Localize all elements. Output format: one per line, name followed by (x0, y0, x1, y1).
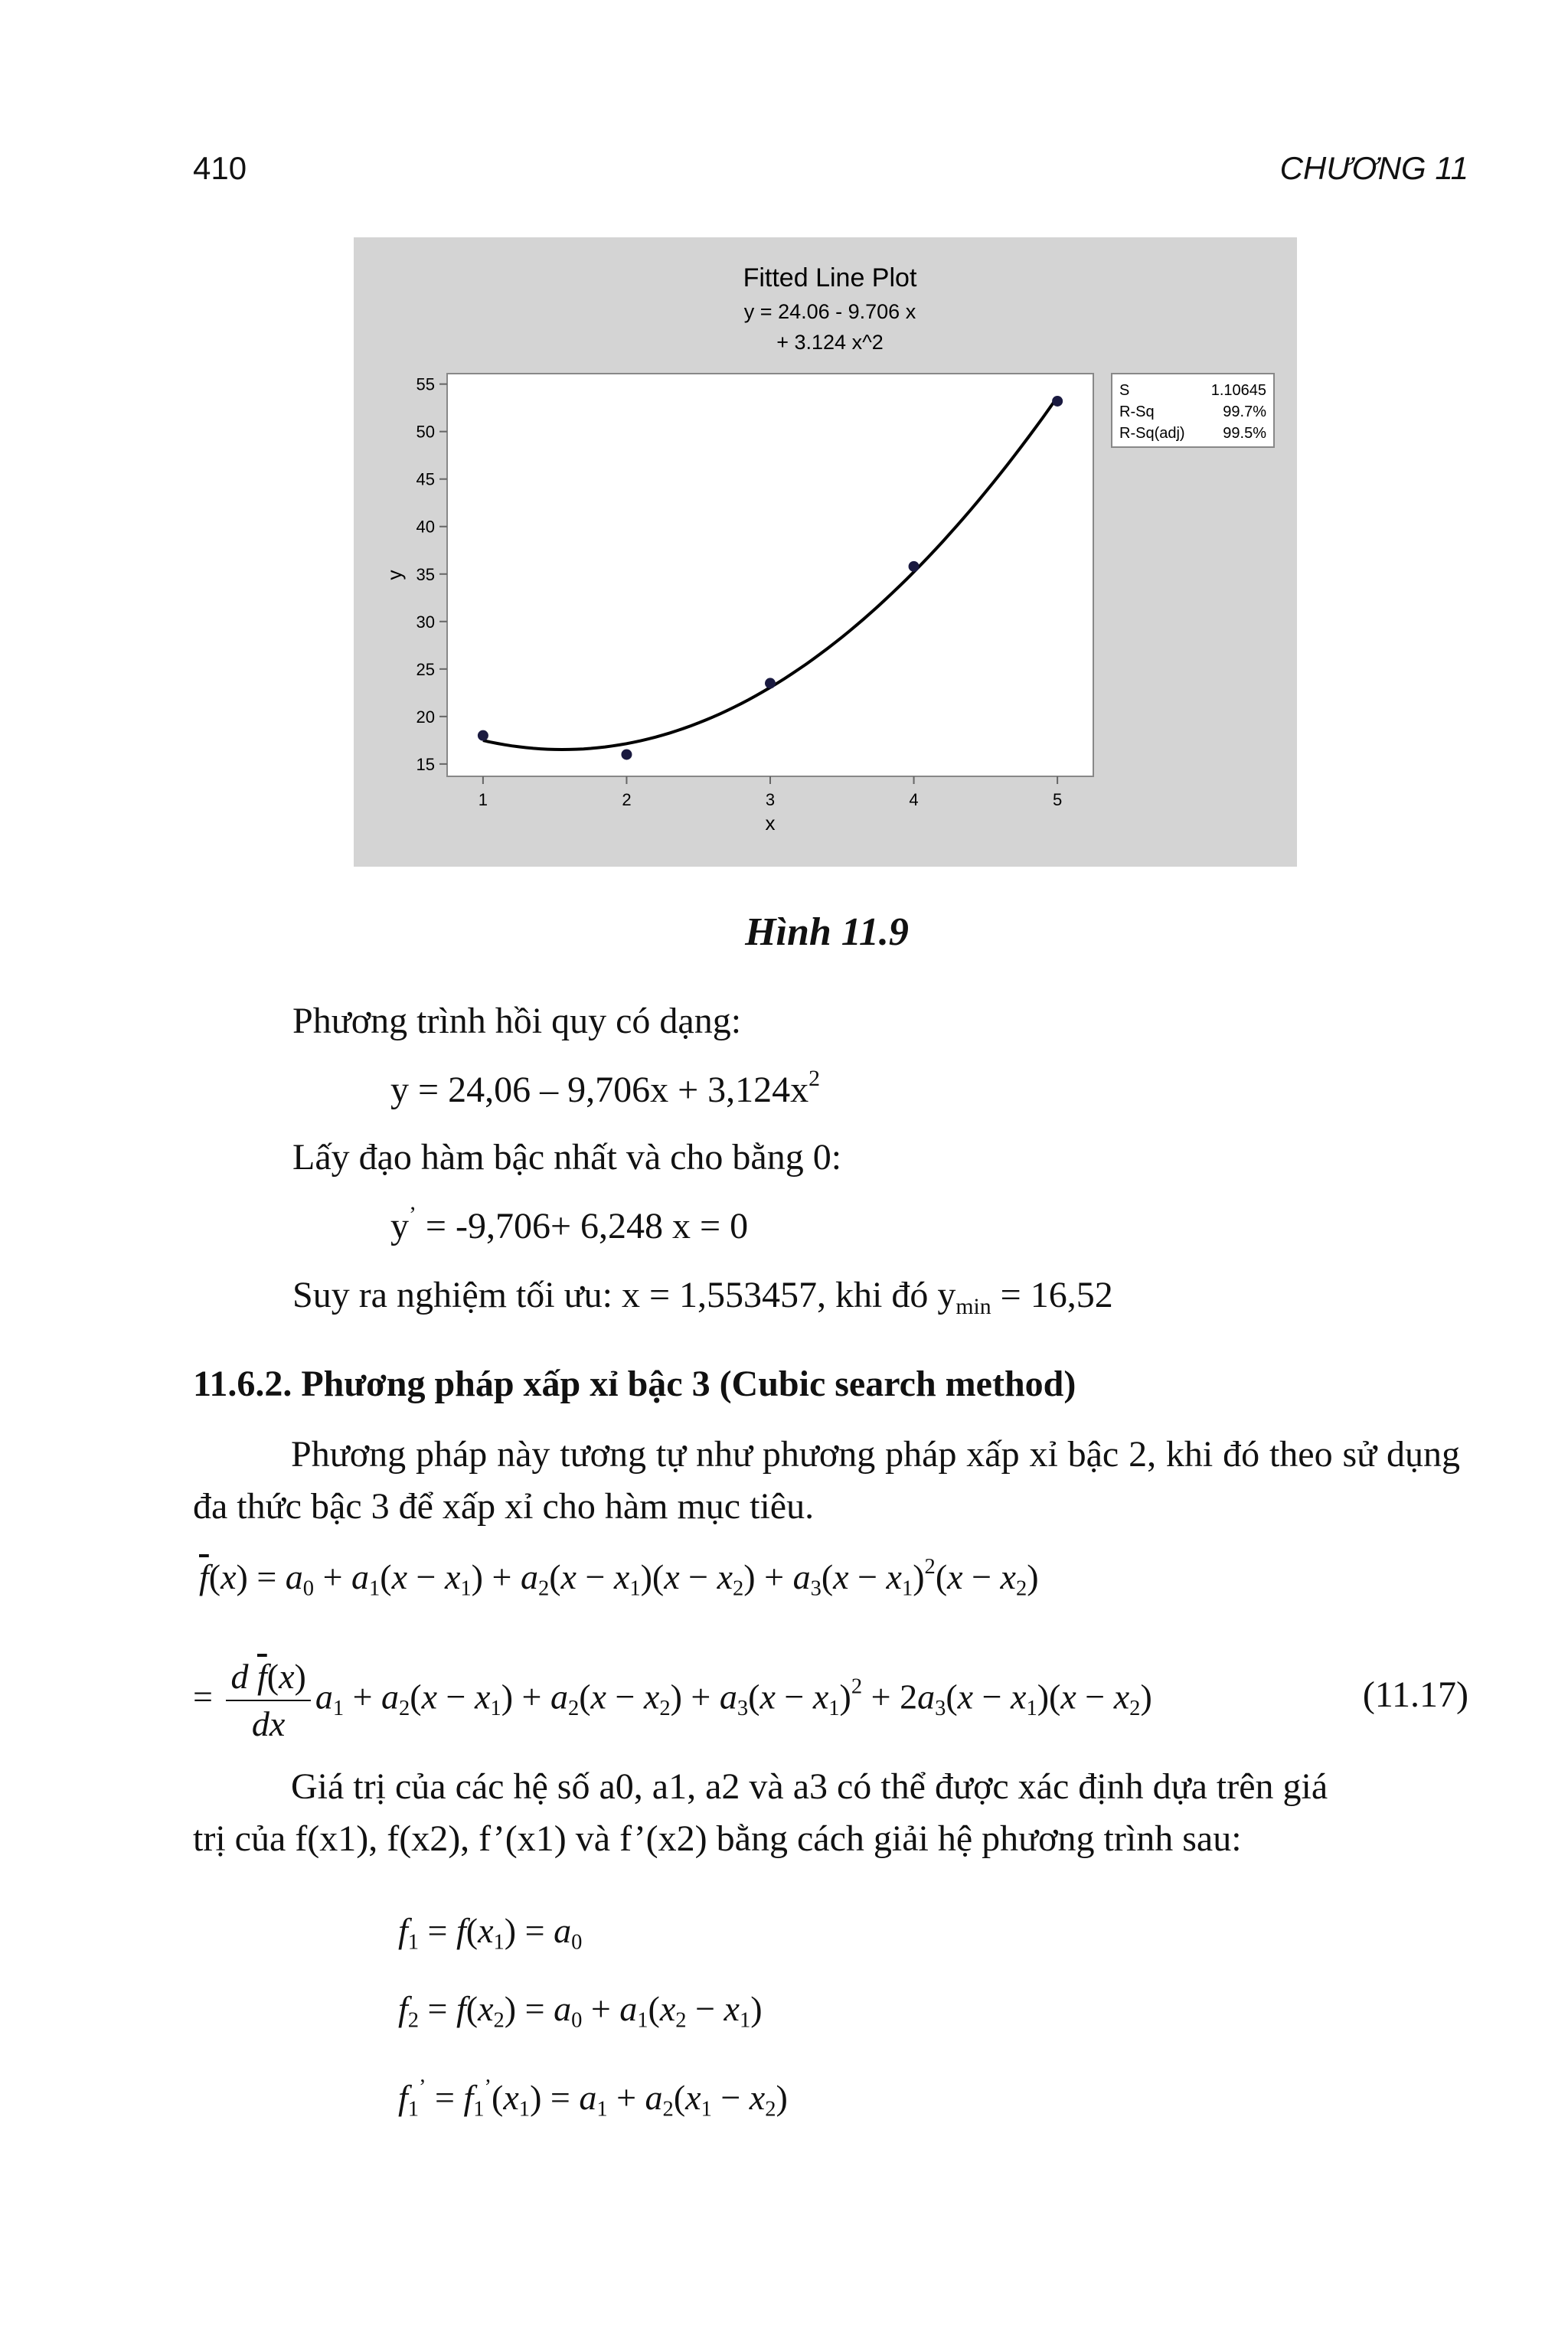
y-tick-label: 40 (416, 517, 435, 537)
section-heading: 11.6.2. Phương pháp xấp xỉ bậc 3 (Cubic search method) (193, 1364, 1076, 1404)
regression-equation-exponent: 2 (808, 1066, 821, 1092)
figure-caption: Hình 11.9 (745, 910, 909, 954)
y-tick-label: 50 (416, 422, 435, 442)
plot-title: Fitted Line Plot (743, 263, 917, 292)
stat-rsq-label: R-Sq (1119, 403, 1155, 420)
x-tick-label: 5 (1052, 790, 1063, 809)
derivative-y: y (390, 1206, 409, 1246)
fit-equation-line2: + 3.124 x^2 (776, 331, 884, 354)
equation-cubic-poly: $\overline{f}(x) = a_0 + a_1(x - x_1) + a_2(x - x_1)(x - x_2) + a_3(x - x_1)^2(x - x_2)$ (199, 1555, 1039, 1601)
plot-area (447, 374, 1093, 776)
chapter-header: CHƯƠNG 11 (1279, 150, 1468, 186)
y-tick-label: 30 (416, 612, 435, 632)
data-point (1052, 396, 1063, 407)
y-tick-label: 45 (416, 469, 435, 489)
data-point (478, 730, 488, 741)
paragraph-coefficients-line1: Giá trị của các hệ số a0, a1, a2 và a3 có thể được xác định dựa trên giá (291, 1766, 1328, 1807)
paragraph-regression-form: Phương trình hồi quy có dạng: (292, 1001, 742, 1041)
stat-s-value: 1.10645 (1210, 382, 1266, 399)
paragraph-cubic-method: Phương pháp này tương tự như phương pháp xấp xỉ bậc 2, khi đó theo sử dụng đa thức bậc 3 để xấp xỉ cho hàm mục tiêu. (193, 1434, 1460, 1527)
y-tick-label: 20 (416, 707, 435, 727)
stats-box (1112, 374, 1274, 447)
optimum-text: Suy ra nghiệm tối ưu: x = 1,553457, khi đó y (292, 1275, 956, 1315)
data-point (621, 749, 632, 760)
equation-f1-prime: $f_1^’ = f_1^’(x_1) = a_1 + a_2(x_1 - x_2)$ (398, 2076, 788, 2122)
y-tick-label: 15 (416, 754, 435, 774)
x-tick-label: 1 (478, 790, 488, 809)
paragraph-derivative: Lấy đạo hàm bậc nhất và cho bằng 0: (292, 1137, 842, 1178)
y-tick-label: 35 (416, 564, 435, 584)
page-number: 410 (193, 150, 247, 186)
optimum-subscript: min (956, 1293, 991, 1319)
x-tick-label: 4 (909, 790, 919, 809)
paragraph-coefficients-line2: trị của f(x1), f(x2), f’(x1) và f’(x2) bằng cách giải hệ phương trình sau: (193, 1818, 1242, 1859)
derivative-prime: ’ (409, 1202, 416, 1228)
equation-number: (11.17) (1362, 1674, 1468, 1715)
fitted-line-plot-figure (354, 237, 1297, 867)
fitted-line-plot (354, 237, 1297, 867)
stat-rsqadj-label: R-Sq(adj) (1119, 425, 1185, 442)
y-tick-label: 55 (416, 374, 435, 394)
equation-f2: $f_2 = f(x_2) = a_0 + a_1(x_2 - x_1)$ (398, 1989, 763, 2033)
x-axis-label: x (765, 812, 776, 835)
stat-rsqadj-value: 99.5% (1223, 425, 1266, 442)
x-tick-label: 3 (765, 790, 776, 809)
equation-f1: $f_1 = f(x_1) = a_0$ (398, 1911, 583, 1955)
y-axis-label: y (383, 570, 406, 580)
x-tick-label: 2 (622, 790, 632, 809)
data-point (765, 678, 776, 688)
optimum-value: = 16,52 (991, 1275, 1113, 1315)
stat-s-label: S (1119, 382, 1130, 399)
derivative-equation (390, 1200, 748, 1253)
data-point (909, 561, 920, 572)
derivative-rest: = -9,706+ 6,248 x = 0 (416, 1206, 749, 1246)
regression-equation (390, 1064, 820, 1116)
fit-equation-line1: y = 24.06 - 9.706 x (743, 300, 916, 323)
regression-equation-main: y = 24,06 – 9,706x + 3,124x (390, 1070, 809, 1110)
y-tick-label: 25 (416, 659, 435, 679)
equation-cubic-derivative: = $\frac{d \overline{f}(x)}{dx}$ $a_1 + a_2(x - x_1) + a_2(x - x_2) + a_3(x - x_1)^2 + 2a_3(x - x_1)(x - x_2)$ (193, 1654, 1152, 1747)
paragraph-optimum (292, 1269, 1113, 1321)
stat-rsq-value: 99.7% (1223, 403, 1266, 420)
